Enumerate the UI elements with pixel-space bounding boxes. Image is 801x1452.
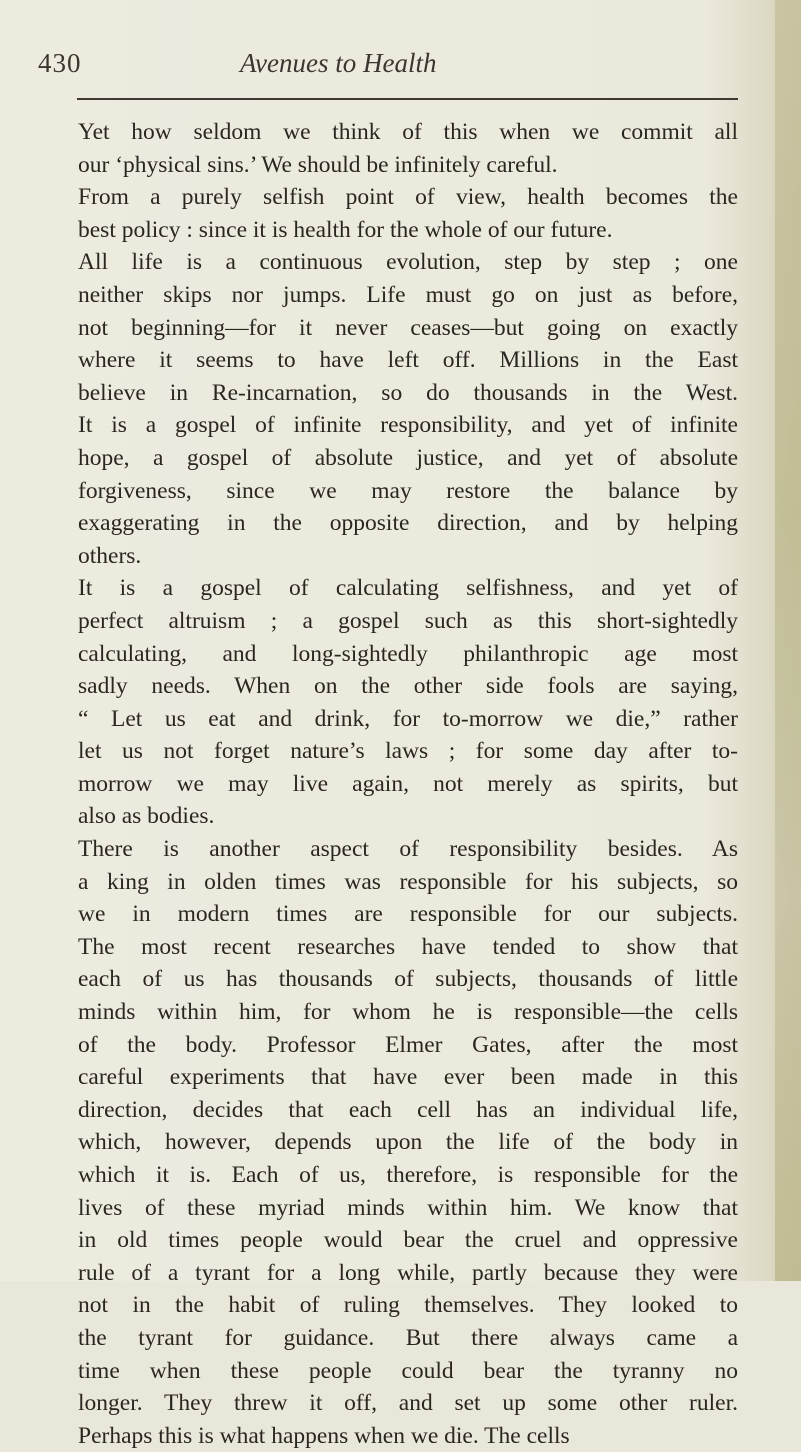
running-title: Avenues to Health <box>240 48 437 78</box>
header-rule <box>77 98 738 100</box>
text-line: we in modern times are responsible for our subjects. <box>78 901 738 928</box>
text-line: From a purely selfish point of view, health becomes the <box>78 184 738 211</box>
paragraph <box>78 116 738 181</box>
text-line: The most recent researches have tended to show that <box>78 933 738 960</box>
text-line: each of us has thousands of subjects, thousands of little <box>78 966 738 993</box>
page-edge <box>775 0 801 1281</box>
text-line: neither skips nor jumps. Life must go on just as before, <box>78 281 738 308</box>
text-line: sadly needs. When on the other side fools are saying, <box>78 673 738 700</box>
text-line: let us not forget nature’s laws ; for some day after to- <box>78 738 738 765</box>
page-number: 430 <box>38 48 82 78</box>
text-line: forgiveness, since we may restore the balance by <box>78 477 738 504</box>
text-line: where it seems to have left off. Millions in the East <box>78 347 738 374</box>
text-line: rule of a tyrant for a long while, partly because they were <box>78 1259 738 1286</box>
text-line: hope, a gospel of absolute justice, and yet of absolute <box>78 444 738 471</box>
text-line: not beginning—for it never ceases—but going on exactly <box>78 314 738 341</box>
text-line: morrow we may live again, not merely as spirits, but <box>78 770 738 797</box>
text-line: There is another aspect of responsibility besides. As <box>78 836 738 863</box>
paragraph <box>78 181 738 246</box>
text-line: minds within him, for whom he is responsible—the cells <box>78 999 738 1026</box>
text-line: best policy : since it is health for the whole of our future. <box>78 216 613 243</box>
text-line: All life is a continuous evolution, step by step ; one <box>78 249 738 276</box>
text-line: also as bodies. <box>78 803 215 830</box>
text-line: a king in olden times was responsible for his subjects, so <box>78 868 738 895</box>
text-line: longer. They threw it off, and set up some other ruler. <box>78 1390 738 1417</box>
text-line: careful experiments that have ever been made in this <box>78 1064 738 1091</box>
text-line: which, however, depends upon the life of the body in <box>78 1129 738 1156</box>
paragraph <box>78 246 738 572</box>
text-line: in old times people would bear the cruel and oppressive <box>78 1227 738 1254</box>
text-line: It is a gospel of infinite responsibility, and yet of infinite <box>78 412 738 439</box>
text-line: which it is. Each of us, therefore, is responsible for the <box>78 1162 738 1188</box>
text-line: our ‘physical sins.’ We should be infinitely careful. <box>78 151 558 178</box>
text-line: others. <box>78 542 142 569</box>
text-line: not in the habit of ruling themselves. They looked to <box>78 1292 738 1319</box>
text-line: time when these people could bear the tyranny no <box>78 1357 738 1384</box>
text-line: It is a gospel of calculating selfishness, and yet of <box>78 575 738 602</box>
text-line: believe in Re-incarnation, so do thousands in the West. <box>78 379 738 406</box>
text-line: the tyrant for guidance. But there always came a <box>78 1324 738 1351</box>
text-line: perfect altruism ; a gospel such as this short-sightedly <box>78 607 738 634</box>
text-line: calculating, and long-sightedly philanthropic age most <box>78 640 738 667</box>
text-line: “ Let us eat and drink, for to-morrow we die,” rather <box>78 705 738 732</box>
paragraph <box>78 572 738 833</box>
text-line: lives of these myriad minds within him. We know that <box>78 1194 738 1221</box>
text-line: Yet how seldom we think of this when we commit all <box>78 119 738 145</box>
text-line: Perhaps this is what happens when we die. The cells <box>78 1422 570 1449</box>
text-line: exaggerating in the opposite direction, and by helping <box>78 510 738 537</box>
text-line: direction, decides that each cell has an individual life, <box>78 1096 738 1123</box>
paragraph <box>78 833 738 1452</box>
body-text <box>78 116 738 1452</box>
text-line: of the body. Professor Elmer Gates, after the most <box>78 1031 738 1058</box>
page-header <box>38 48 728 88</box>
